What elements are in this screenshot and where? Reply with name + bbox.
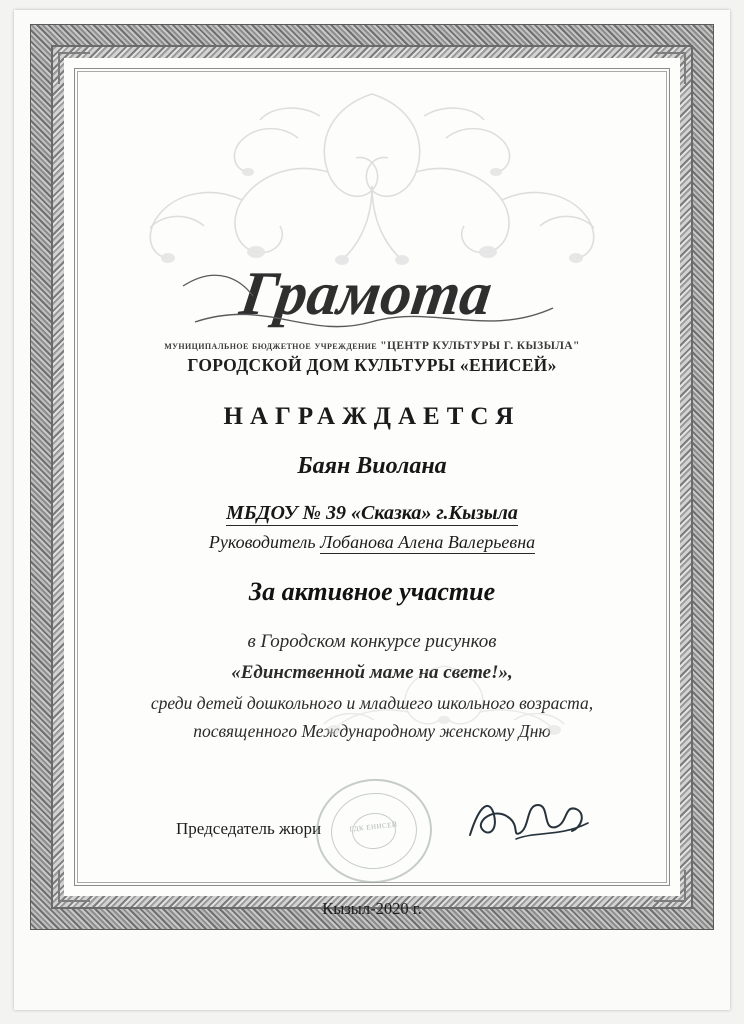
awarded-label: НАГРАЖДАЕТСЯ bbox=[223, 403, 521, 430]
handwritten-signature-icon bbox=[464, 793, 594, 845]
award-details bbox=[84, 627, 660, 745]
detail-line-1: в Городском конкурсе рисунков bbox=[247, 631, 497, 652]
recipient-name: Баян Виолана bbox=[297, 453, 447, 479]
supervisor-label: Руководитель bbox=[208, 532, 316, 552]
detail-line-4: посвященного Международному женскому Дню bbox=[193, 720, 551, 741]
supervisor-name: Лобанова Алена Валерьевна bbox=[320, 532, 536, 552]
gramota-script-text: Грамота bbox=[236, 259, 497, 328]
certificate-content bbox=[84, 76, 660, 919]
award-reason: За активное участие bbox=[248, 577, 496, 606]
round-stamp-icon bbox=[311, 773, 437, 889]
organization-line-2: ГОРОДСКОЙ ДОМ КУЛЬТУРЫ «ЕНИСЕЙ» bbox=[187, 355, 557, 375]
signature-block bbox=[84, 793, 660, 857]
stamp-text: ГДК ЕНИСЕЙ bbox=[349, 820, 398, 834]
place-and-date: Кызыл-2020 г. bbox=[322, 899, 422, 919]
signature-label: Председатель жюри bbox=[176, 819, 322, 839]
institution-text: МБДОУ № 39 «Сказка» г.Кызыла bbox=[226, 502, 518, 524]
supervisor-line bbox=[84, 532, 660, 553]
institution-name bbox=[84, 502, 660, 525]
gramota-script-icon bbox=[157, 252, 587, 338]
certificate-page bbox=[14, 10, 730, 1010]
detail-line-3: среди детей дошкольного и младшего школьного возраста, bbox=[150, 692, 594, 713]
detail-line-2: «Единственной маме на свете!», bbox=[231, 661, 513, 683]
page-title bbox=[84, 252, 660, 338]
organization-line-1: муниципальное бюджетное учреждение "ЦЕНТР КУЛЬТУРЫ Г. КЫЗЫЛА" bbox=[164, 340, 580, 352]
